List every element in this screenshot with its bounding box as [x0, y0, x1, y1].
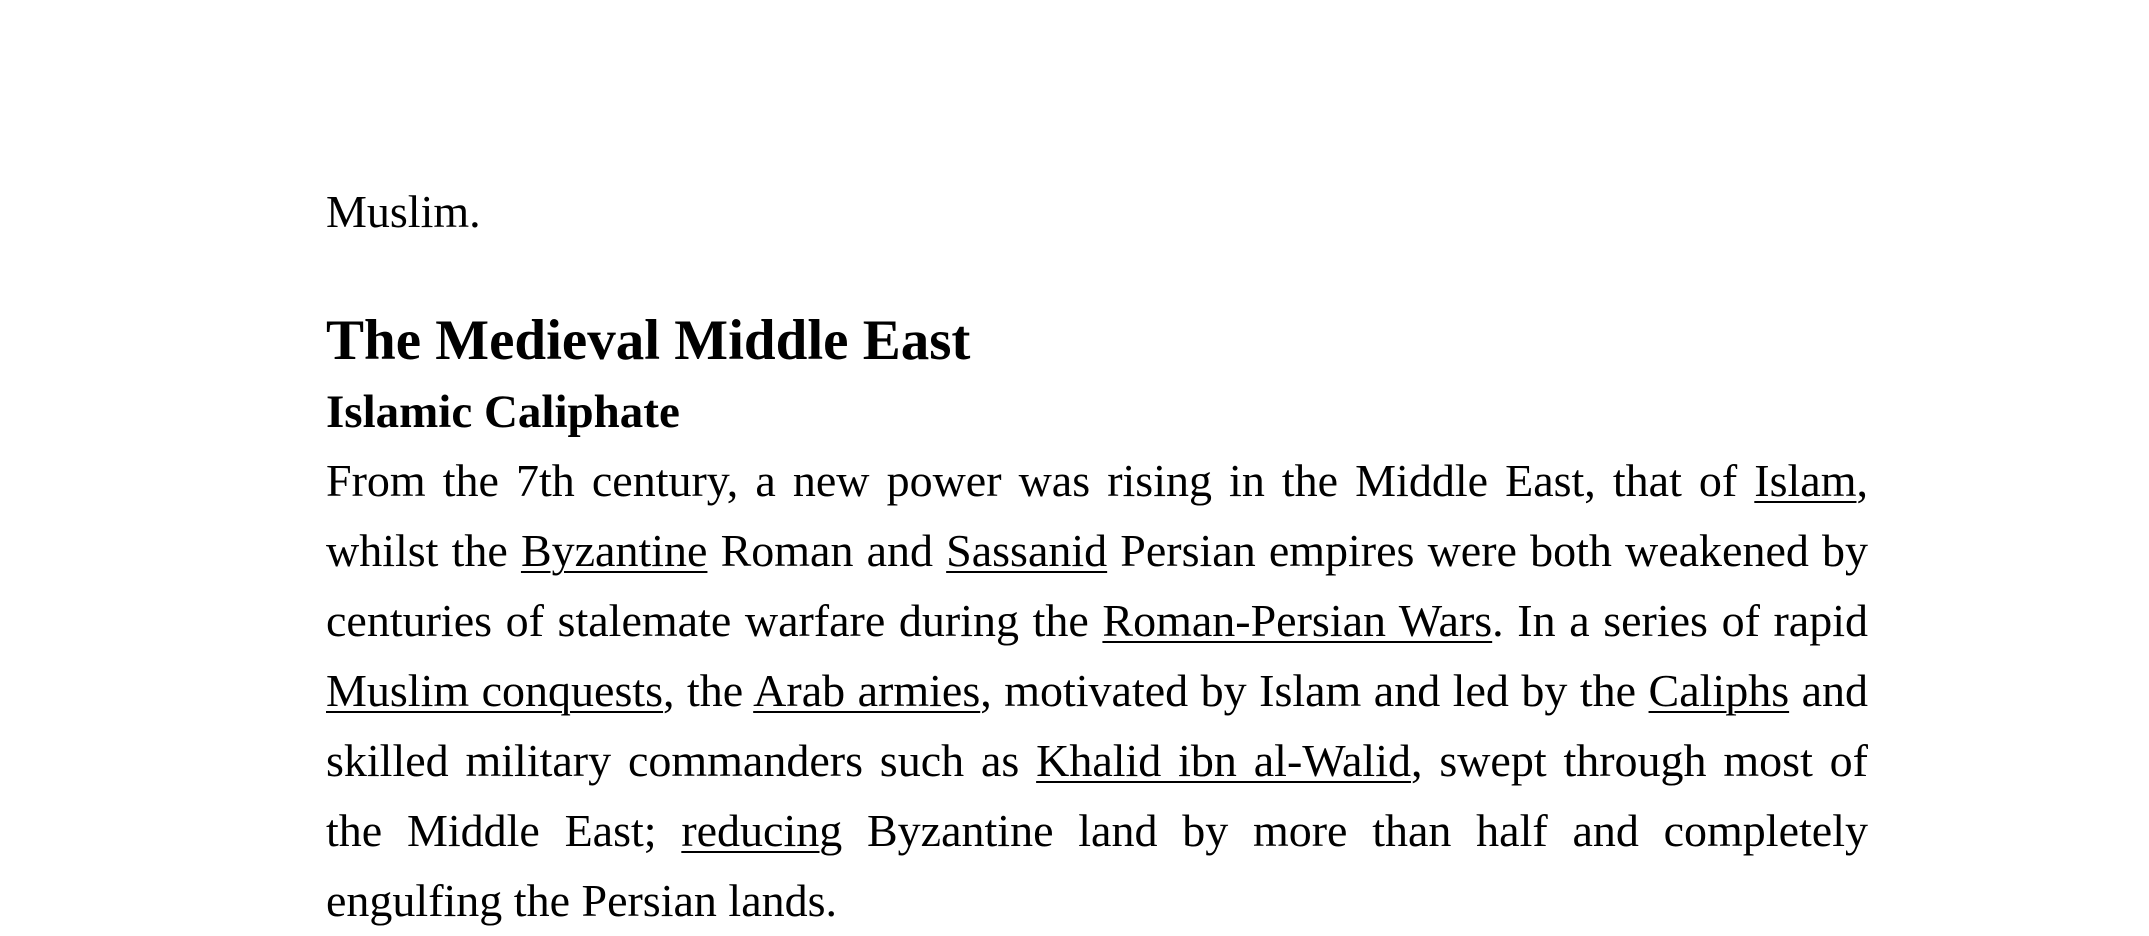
link-roman-persian-wars[interactable]: Roman-Persian Wars — [1102, 595, 1493, 646]
link-islam[interactable]: Islam — [1754, 455, 1857, 506]
paragraph-text: and skilled military commanders such as — [326, 665, 1869, 786]
paragraph-text: , motivated by Islam and led by the — [980, 665, 1649, 716]
previous-paragraph-tail: Muslim. — [326, 186, 481, 237]
link-reducing[interactable]: reducing — [681, 805, 843, 856]
paragraph-text: Roman and — [707, 525, 947, 576]
link-khalid-ibn-al-walid[interactable]: Khalid ibn al-Walid — [1036, 735, 1411, 786]
paragraph-text: , whilst the — [326, 455, 1868, 576]
link-sassanid[interactable]: Sassanid — [946, 525, 1108, 576]
paragraph-text: Byzantine land by more than half and completely engulfing the Persian lands. — [326, 805, 1868, 926]
paragraph-text: , swept through most of the Middle East; — [326, 735, 1868, 856]
link-byzantine[interactable]: Byzantine — [520, 525, 708, 576]
document-content — [326, 182, 1868, 936]
paragraph-text: , the — [663, 665, 754, 716]
paragraph-text: . In a series of rapid — [1492, 595, 1869, 646]
paragraph-text: From the 7th century, a new power was rising in the Middle East, that of — [326, 455, 1755, 506]
link-muslim-conquests[interactable]: Muslim conquests — [326, 665, 664, 716]
section-subheading: Islamic Caliphate — [326, 386, 680, 438]
body-paragraph — [326, 446, 1868, 936]
section-heading: The Medieval Middle East — [326, 309, 971, 372]
link-arab-armies[interactable]: Arab armies — [753, 665, 981, 716]
paragraph-text: Persian empires were both weakened by centuries of stalemate warfare during the — [326, 525, 1869, 646]
link-caliphs[interactable]: Caliphs — [1648, 665, 1790, 716]
